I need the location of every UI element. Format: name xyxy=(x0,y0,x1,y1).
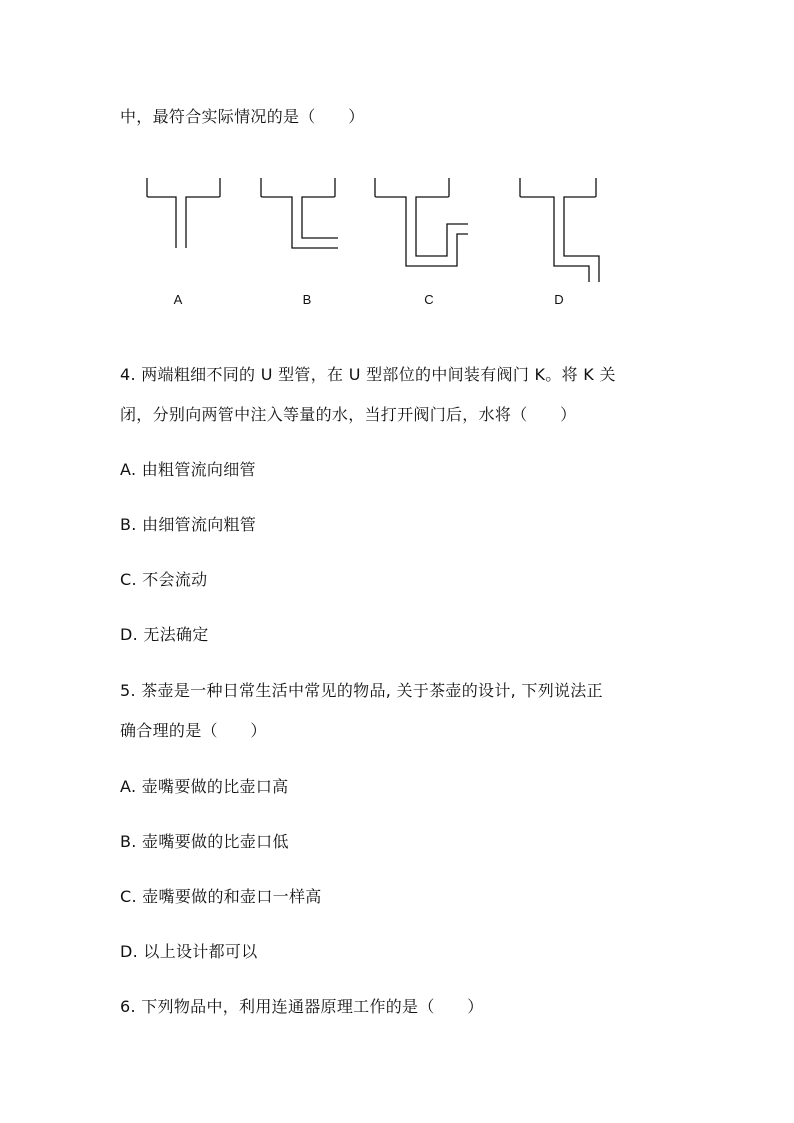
figure-b-outline xyxy=(261,178,338,248)
figure-a-outline xyxy=(147,178,220,248)
question4-option-a: A. 由粗管流向细管 xyxy=(120,460,256,479)
question4-option-b: B. 由细管流向粗管 xyxy=(120,515,257,534)
figure-a-label: A xyxy=(173,292,183,307)
figure-c-outline xyxy=(375,178,468,266)
question4-option-d: D. 无法确定 xyxy=(120,625,209,644)
figure-c-tank-diagram xyxy=(375,178,468,307)
question5-option-c: C. 壶嘴要做的和壶口一样高 xyxy=(120,887,322,906)
question5-option-d: D. 以上设计都可以 xyxy=(120,942,258,961)
figure-c-label: C xyxy=(424,292,434,307)
question5-option-b: B. 壶嘴要做的比壶口低 xyxy=(120,832,289,851)
question4-line2: 闭，分别向两管中注入等量的水，当打开阀门后，水将（ ） xyxy=(120,405,577,424)
figure-b-tank-diagram xyxy=(261,178,338,307)
figure-a-tank-diagram xyxy=(147,178,220,307)
question6-line1: 6. 下列物品中，利用连通器原理工作的是（ ） xyxy=(120,997,484,1016)
figure-b-label: B xyxy=(302,292,312,307)
question4-option-c: C. 不会流动 xyxy=(120,570,208,589)
figure-d-outline xyxy=(520,178,599,282)
question5-line1: 5. 茶壶是一种日常生活中常见的物品, 关于茶壶的设计, 下列说法正 xyxy=(120,681,603,700)
question3-stem-tail: 中，最符合实际情况的是（ ） xyxy=(120,107,365,126)
question3-figure xyxy=(0,0,794,340)
question4-line1: 4. 两端粗细不同的 U 型管，在 U 型部位的中间装有阀门 K。将 K 关 xyxy=(120,365,616,384)
question5-line2: 确合理的是（ ） xyxy=(120,721,267,740)
question5-option-a: A. 壶嘴要做的比壶口高 xyxy=(120,777,289,796)
figure-d-label: D xyxy=(554,292,564,307)
figure-d-tank-diagram xyxy=(520,178,599,307)
